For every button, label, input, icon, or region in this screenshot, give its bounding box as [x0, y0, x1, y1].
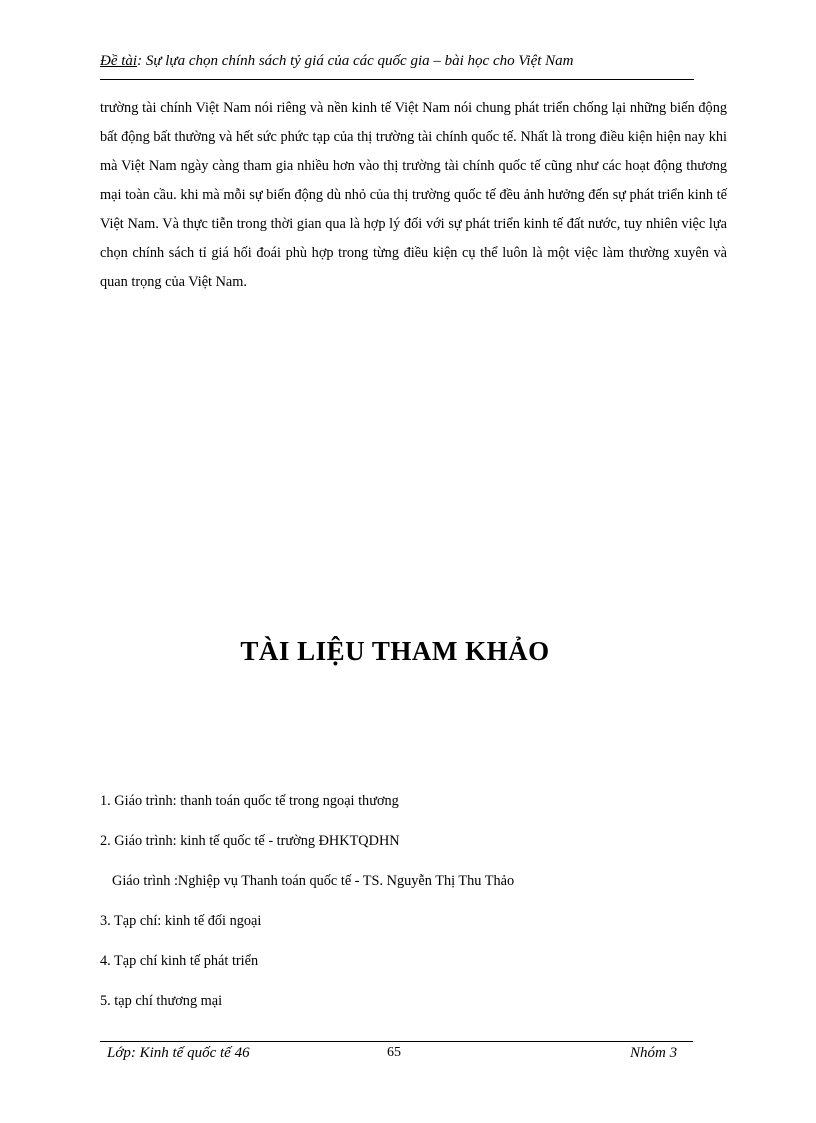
reference-item: Giáo trình :Nghiệp vụ Thanh toán quốc tế - TS. Nguyễn Thị Thu Thảo — [112, 873, 515, 889]
page-header — [100, 53, 694, 80]
page-number: 65 — [387, 1045, 401, 1060]
footer-group: Nhóm 3 — [630, 1045, 678, 1061]
reference-item: 5. tạp chí thương mại — [100, 993, 223, 1009]
header-label: Đề tài — [100, 53, 138, 69]
footer-class: Lớp: Kinh tế quốc tế 46 — [107, 1045, 250, 1061]
reference-item: 3. Tạp chí: kinh tế đối ngoại — [100, 913, 262, 929]
footer-divider — [100, 1041, 693, 1042]
body-paragraph: trường tài chính Việt Nam nói riêng và nền kinh tế Việt Nam nói chung phát triển chống lại những biến động bất động bất thường và hết sức phức tạp của thị trường tài chính quốc tế. Nhất là trong điều kiện hiện nay khi mà Việt Nam ngày càng tham gia nhiều hơn vào thị trường tài chính quốc tế cũng như các hoạt động thương mại toàn cầu. khi mà mỗi sự biến động dù nhỏ của thị trường quốc tế đều ảnh hưởng đến sự phát triển kinh tế Việt Nam. Và thực tiễn trong thời gian qua là hợp lý đối với sự phát triển kinh tế đất nước, tuy nhiên việc lựa chọn chính sách tỉ giá hối đoái phù hợp trong từng điều kiện cụ thể luôn là một việc làm thường xuyên và quan trọng của Việt Nam. — [100, 100, 727, 290]
header-title: : Sự lựa chọn chính sách tỷ giá của các quốc gia – bài học cho Việt Nam — [137, 53, 574, 69]
reference-item: 1. Giáo trình: thanh toán quốc tế trong ngoại thương — [100, 793, 399, 809]
references-heading: TÀI LIỆU THAM KHẢO — [240, 636, 550, 666]
reference-item: 4. Tạp chí kinh tế phát triển — [100, 953, 259, 969]
reference-item: 2. Giáo trình: kinh tế quốc tế - trường ĐHKTQDHN — [100, 833, 400, 849]
